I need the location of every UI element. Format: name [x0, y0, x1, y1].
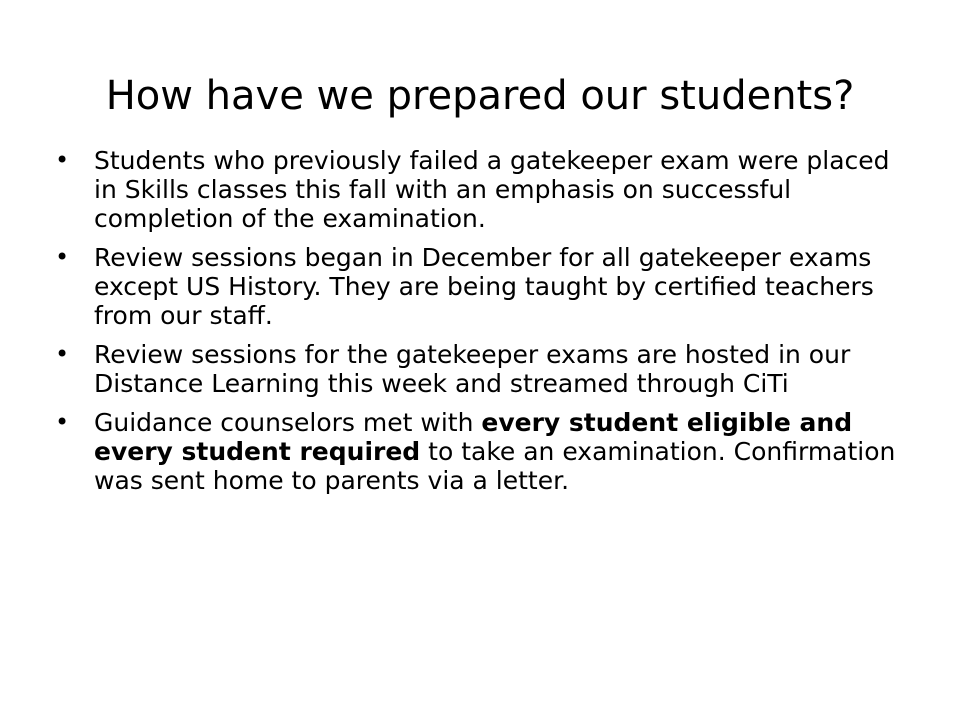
bullet-icon: •: [55, 243, 70, 271]
bullet-text: Review sessions for the gatekeeper exams are hosted in our Distance Learning this week and streamed through CiTi: [94, 340, 851, 398]
bullet-icon: •: [55, 408, 70, 436]
bullet-text-emphasis: every student eligible and every student required: [94, 408, 853, 466]
bullet-icon: •: [55, 146, 70, 174]
bullet-text: [94, 408, 895, 495]
bullet-text-before: Guidance counselors met with: [94, 408, 482, 437]
bullet-text: Students who previously failed a gatekeeper exam were placed in Skills classes this fall with an emphasis on successful completion of the examination.: [94, 146, 890, 233]
bullet-item: [55, 340, 915, 398]
bullet-item: [55, 146, 915, 233]
bullet-list: [55, 146, 915, 505]
bullet-icon: •: [55, 340, 70, 368]
bullet-item: [55, 243, 915, 330]
slide-title: How have we prepared our students?: [105, 73, 855, 119]
bullet-text-after: to take an examination. Confirmation was sent home to parents via a letter.: [94, 437, 896, 495]
bullet-item: [55, 408, 915, 495]
bullet-text: Review sessions began in December for all gatekeeper exams except US History. They are being taught by certified teachers from our staff.: [94, 243, 874, 330]
